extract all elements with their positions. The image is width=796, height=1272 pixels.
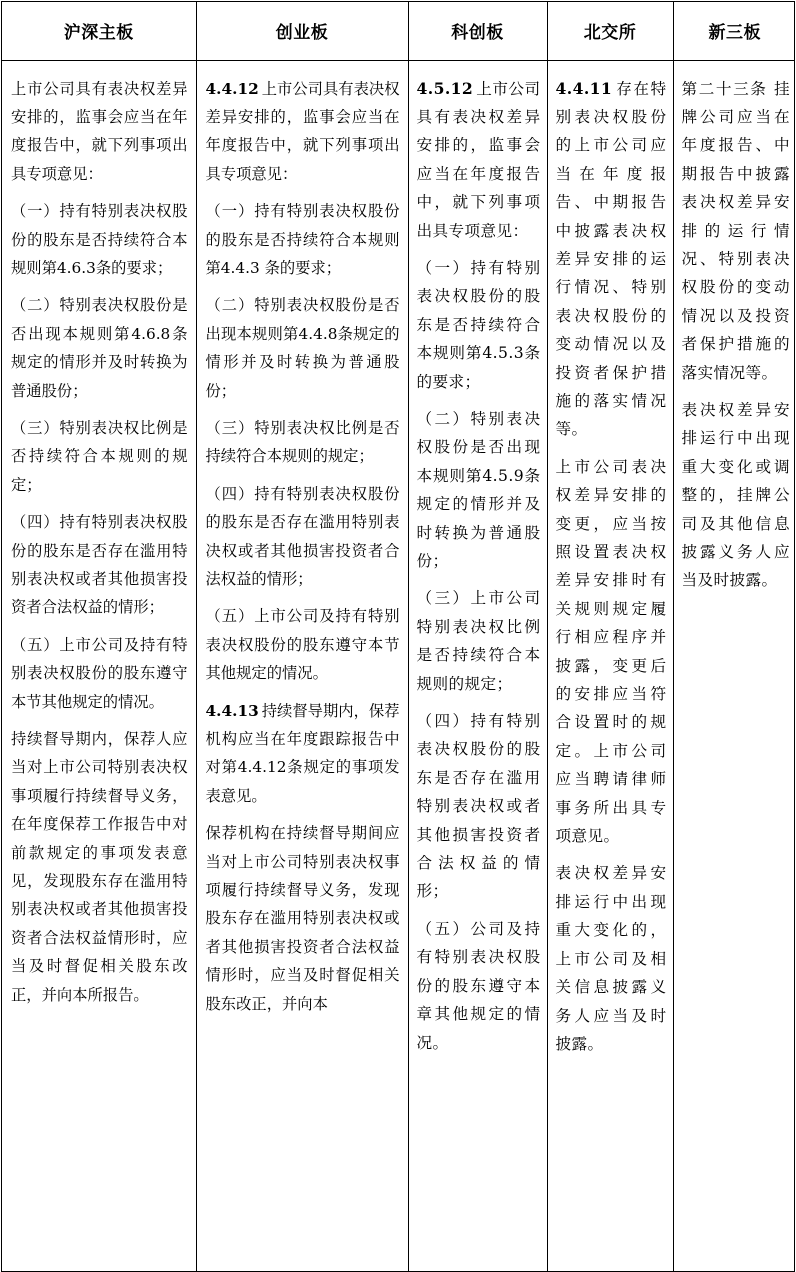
main-board-cell	[2, 60, 196, 1272]
star-item-1: （一）持有特别表决权股份的股东是否持续符合本规则第4.5.3条的要求；	[416, 258, 541, 391]
content-row	[2, 60, 795, 1272]
chinext-item-1: （一）持有特别表决权股份的股东是否持续符合本规则第4.4.3 条的要求；	[205, 202, 400, 277]
clause-text: 存在特别表决权股份的上市公司应当在年度报告、中期报告中披露表决权差异安排的运行情况、特别表决权股份的变动情况以及投资者保护措施的落实情况等。	[555, 79, 667, 439]
header-main-board: 沪深主板	[2, 2, 196, 60]
header-neeq: 新三板	[673, 2, 795, 60]
chinext-sponsor-paragraph: 保荐机构在持续督导期间应当对上市公司特别表决权事项履行持续督导义务，发现股东存在滥用特别表决权或者其他损害投资者合法权益情形时，应当及时督促相关股东改正，并向本	[205, 824, 400, 1013]
clause-number: 4.4.12	[205, 79, 259, 98]
chinext-item-5: （五）上市公司及持有特别表决权股份的股东遵守本节其他规定的情况。	[205, 607, 400, 683]
main-board-sponsor-paragraph: 持续督导期内，保荐人应当对上市公司特别表决权事项履行持续督导义务，在年度保荐工作报告中对前款规定的事项发表意见，发现股东存在滥用特别表决权或者其他损害投资者合法权益情形时，应当及时督促相关股东改正，并向本所报告。	[11, 730, 188, 1004]
clause-text: 上市公司具有表决权差异安排的，监事会应当在年度报告中，就下列事项出具专项意见：	[205, 79, 400, 183]
star-item-5: （五）公司及持有特别表决权股份的股东遵守本章其他规定的情况。	[416, 919, 541, 1052]
comparison-table	[2, 2, 795, 1272]
chinext-clause-4-4-13	[206, 697, 400, 811]
chinext-item-4: （四）持有特别表决权股份的股东是否存在滥用特别表决权或者其他损害投资者合法权益的情形；	[205, 484, 400, 588]
neeq-article-23: 第二十三条 挂牌公司应当在年度报告、中期报告中披露表决权差异安排的运行情况、特别表决权股份的变动情况以及投资者保护措施的落实情况等。	[681, 79, 790, 382]
star-item-4: （四）持有特别表决权股份的股东是否存在滥用特别表决权或者其他损害投资者合法权益的情形；	[416, 712, 541, 901]
header-chinext: 创业板	[196, 2, 408, 60]
header-bse: 北交所	[547, 2, 673, 60]
chinext-item-2: （二）特别表决权股份是否出现本规则第4.4.8条规定的情形并及时转换为普通股份；	[205, 296, 400, 400]
clause-text: 上市公司具有表决权差异安排的，监事会应当在年度报告中，就下列事项出具专项意见：	[416, 79, 541, 240]
chinext-cell	[196, 60, 408, 1272]
chinext-item-3: （三）特别表决权比例是否持续符合本规则的规定；	[205, 418, 400, 466]
main-board-intro: 上市公司具有表决权差异安排的，监事会应当在年度报告中，就下列事项出具专项意见：	[11, 79, 188, 183]
main-board-item-5: （五）上市公司及持有特别表决权股份的股东遵守本节其他规定的情况。	[11, 635, 188, 711]
header-row	[2, 2, 795, 60]
main-board-item-2: （二）特别表决权股份是否出现本规则第4.6.8条规定的情形并及时转换为普通股份；	[11, 296, 188, 400]
main-board-item-1: （一）持有特别表决权股份的股东是否持续符合本规则第4.6.3条的要求；	[11, 202, 188, 277]
main-board-item-4: （四）持有特别表决权股份的股东是否存在滥用特别表决权或者其他损害投资者合法权益的情形；	[11, 513, 188, 617]
star-item-3: （三）上市公司特别表决权比例是否持续符合本规则的规定；	[416, 589, 541, 693]
comparison-table-frame	[1, 1, 795, 1272]
header-star-market: 科创板	[408, 2, 547, 60]
bse-major-change-paragraph: 表决权差异安排运行中出现重大变化的，上市公司及相关信息披露义务人应当及时披露。	[555, 864, 667, 1053]
bse-change-paragraph: 上市公司表决权差异安排的变更，应当按照设置表决权差异安排时有关规则规定履行相应程序并披露，变更后的安排应当符合设置时的规定。上市公司应当聘请律师事务所出具专项意见。	[555, 457, 667, 846]
star-clause-4-5-12	[417, 75, 541, 245]
clause-text: 持续督导期内，保荐机构应当在年度跟踪报告中对第4.4.12条规定的事项发表意见。	[205, 701, 400, 805]
main-board-item-3: （三）特别表决权比例是否持续符合本规则的规定；	[11, 418, 188, 494]
bse-clause-4-4-11	[556, 75, 667, 444]
bse-cell	[547, 60, 673, 1272]
star-market-cell	[408, 60, 547, 1272]
neeq-cell	[673, 60, 795, 1272]
neeq-major-change-paragraph: 表决权差异安排运行中出现重大变化或调整的，挂牌公司及其他信息披露义务人应当及时披露。	[681, 400, 790, 590]
clause-number: 4.4.11	[555, 78, 613, 98]
chinext-clause-4-4-12	[206, 75, 400, 189]
clause-number: 4.4.13	[205, 701, 259, 720]
star-item-2: （二）特别表决权股份是否出现本规则第4.5.9条规定的情形并及时转换为普通股份；	[416, 409, 541, 570]
clause-number: 4.5.12	[416, 78, 474, 98]
